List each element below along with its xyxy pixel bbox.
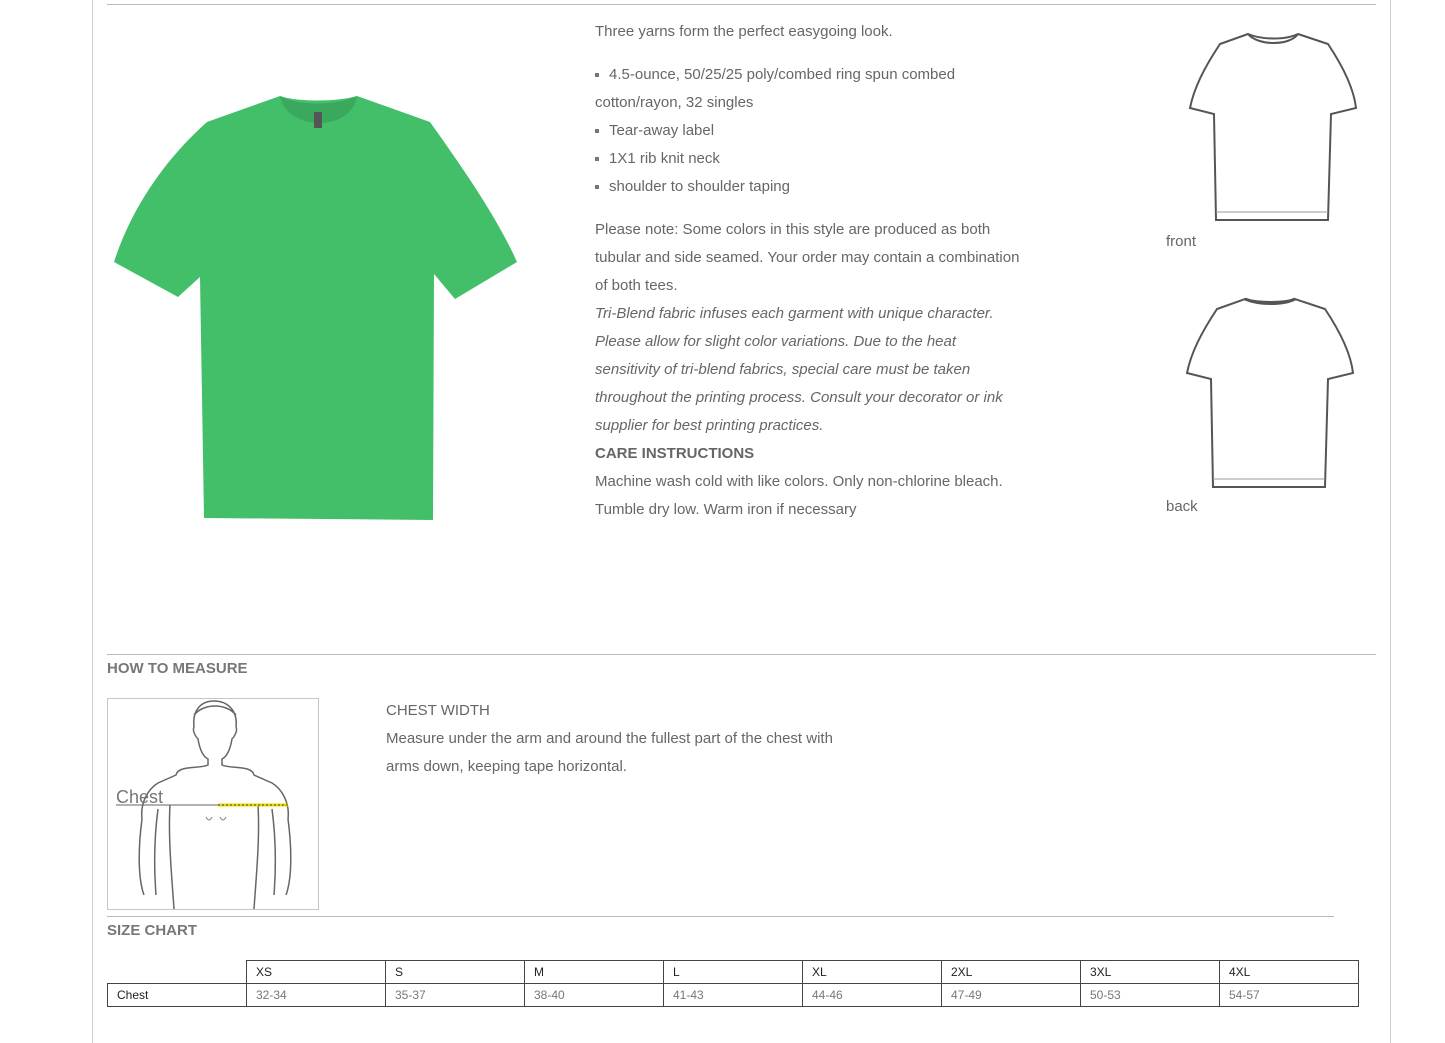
size-header-cell: M bbox=[525, 961, 664, 984]
feature-item: shoulder to shoulder taping bbox=[595, 173, 1025, 201]
size-header-cell: XS bbox=[247, 961, 386, 984]
chest-width-info bbox=[386, 697, 846, 781]
feature-list bbox=[595, 61, 1025, 201]
chest-width-text: Measure under the arm and around the fullest part of the chest with arms down, keeping tape horizontal. bbox=[386, 730, 833, 775]
chest-width-heading: CHEST WIDTH bbox=[386, 702, 490, 719]
chest-value-cell: 47-49 bbox=[942, 984, 1081, 1007]
back-label: back bbox=[1166, 498, 1198, 515]
row-label-cell: Chest bbox=[108, 984, 247, 1007]
measure-figure bbox=[107, 698, 319, 910]
chest-value-cell: 38-40 bbox=[525, 984, 664, 1007]
size-header-row bbox=[108, 961, 1359, 984]
front-flat-sketch bbox=[1186, 28, 1362, 228]
size-header-cell: 2XL bbox=[942, 961, 1081, 984]
size-header-cell: S bbox=[386, 961, 525, 984]
chest-value-cell: 41-43 bbox=[664, 984, 803, 1007]
feature-item: 1X1 rib knit neck bbox=[595, 145, 1025, 173]
feature-item: Tear-away label bbox=[595, 117, 1025, 145]
triblend-note: Tri-Blend fabric infuses each garment with unique character. Please allow for slight color variations. Due to the heat sensitivity of tri-blend fabrics, special care must be taken throughout the printing process. Consult your decorator or ink supplier for best printing practices. bbox=[595, 305, 1003, 434]
tag-label bbox=[314, 112, 322, 128]
product-description bbox=[595, 18, 1025, 524]
intro-text: Three yarns form the perfect easygoing look. bbox=[595, 23, 893, 40]
chest-figure-label: Chest bbox=[116, 787, 164, 807]
product-photo bbox=[112, 92, 520, 524]
color-note: Please note: Some colors in this style are produced as both tubular and side seamed. Your order may contain a combination of both tees. bbox=[595, 221, 1020, 294]
shirt-body bbox=[114, 96, 517, 520]
top-divider bbox=[107, 4, 1376, 5]
care-text: Machine wash cold with like colors. Only non-chlorine bleach. Tumble dry low. Warm iron if necessary bbox=[595, 473, 1003, 518]
size-header-cell: 4XL bbox=[1220, 961, 1359, 984]
back-flat-sketch bbox=[1183, 293, 1359, 493]
front-label: front bbox=[1166, 233, 1197, 250]
size-header-cell: L bbox=[664, 961, 803, 984]
how-to-measure-title: HOW TO MEASURE bbox=[107, 660, 248, 677]
feature-item: 4.5-ounce, 50/25/25 poly/combed ring spun combed cotton/rayon, 32 singles bbox=[595, 61, 1025, 117]
chest-value-cell: 50-53 bbox=[1081, 984, 1220, 1007]
body-outline-illustration bbox=[108, 699, 318, 909]
size-header-cell: XL bbox=[803, 961, 942, 984]
chest-row bbox=[108, 984, 1359, 1007]
chest-value-cell: 35-37 bbox=[386, 984, 525, 1007]
size-header-cell: 3XL bbox=[1081, 961, 1220, 984]
size-chart-table bbox=[107, 960, 1359, 1007]
chest-value-cell: 44-46 bbox=[803, 984, 942, 1007]
chest-value-cell: 32-34 bbox=[247, 984, 386, 1007]
care-title: CARE INSTRUCTIONS bbox=[595, 445, 755, 462]
corner-cell bbox=[108, 961, 247, 984]
size-chart-divider bbox=[107, 916, 1334, 917]
measure-divider bbox=[107, 654, 1376, 655]
size-chart-title: SIZE CHART bbox=[107, 922, 197, 939]
chest-value-cell: 54-57 bbox=[1220, 984, 1359, 1007]
